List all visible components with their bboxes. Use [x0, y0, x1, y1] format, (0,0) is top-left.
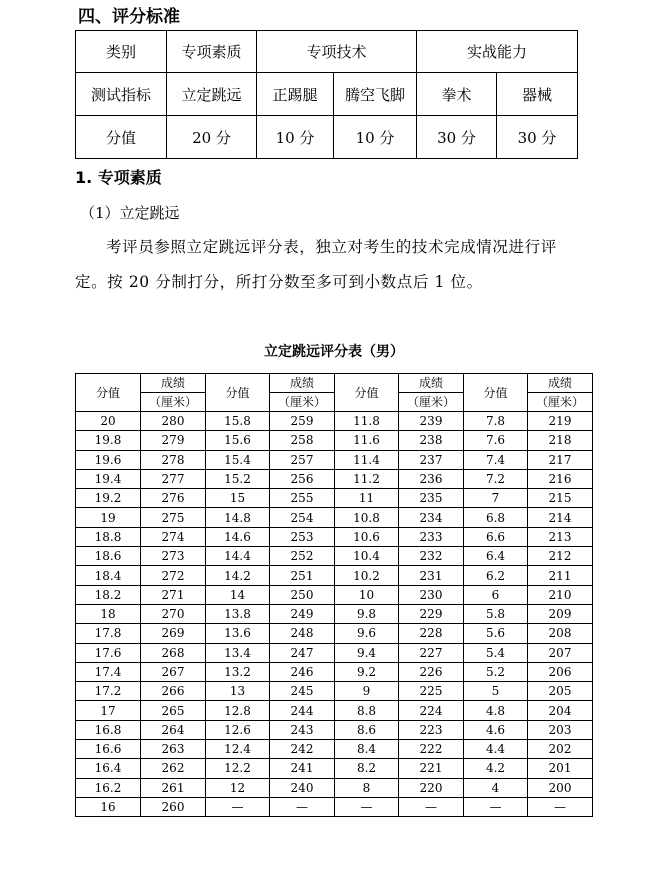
- score-cell: 20: [76, 412, 141, 431]
- result-cell: 254: [270, 508, 335, 527]
- result-cell: 223: [399, 720, 464, 739]
- score-cell: 10: [335, 585, 399, 604]
- result-cell: 225: [399, 682, 464, 701]
- score-cell: —: [206, 797, 270, 816]
- result-cell: 244: [270, 701, 335, 720]
- result-cell: 204: [528, 701, 593, 720]
- result-cell: 241: [270, 759, 335, 778]
- result-cell: 247: [270, 643, 335, 662]
- score-cell: 9.6: [335, 624, 399, 643]
- score-cell: 30 分: [497, 116, 578, 159]
- result-header: 成绩: [270, 374, 335, 393]
- score-cell: 7: [464, 489, 528, 508]
- result-header: 成绩: [141, 374, 206, 393]
- result-cell: 222: [399, 740, 464, 759]
- result-cell: 203: [528, 720, 593, 739]
- score-cell: 7.8: [464, 412, 528, 431]
- score-cell: 立定跳远: [167, 73, 257, 116]
- score-cell: 11.8: [335, 412, 399, 431]
- score-cell: 18.8: [76, 527, 141, 546]
- score-cell: 15.2: [206, 469, 270, 488]
- result-cell: 216: [528, 469, 593, 488]
- result-cell: 240: [270, 778, 335, 797]
- score-cell: 12: [206, 778, 270, 797]
- score-cell: 10.2: [335, 566, 399, 585]
- score-cell: 16.8: [76, 720, 141, 739]
- score-cell: 12.6: [206, 720, 270, 739]
- score-cell: 6.2: [464, 566, 528, 585]
- score-cell: 10 分: [334, 116, 417, 159]
- score-cell: 器械: [497, 73, 578, 116]
- table-row: [76, 720, 593, 739]
- result-cell: 250: [270, 585, 335, 604]
- table-row: [76, 740, 593, 759]
- result-cell: 256: [270, 469, 335, 488]
- score-cell: 10.8: [335, 508, 399, 527]
- result-cell: —: [399, 797, 464, 816]
- result-cell: 221: [399, 759, 464, 778]
- result-cell: 255: [270, 489, 335, 508]
- score-cell: 7.6: [464, 431, 528, 450]
- score-cell: 8.2: [335, 759, 399, 778]
- score-table-row-points: [76, 116, 578, 159]
- result-cell: 211: [528, 566, 593, 585]
- result-cell: 208: [528, 624, 593, 643]
- score-cell: 8.4: [335, 740, 399, 759]
- unit-header: （厘米）: [399, 393, 464, 412]
- score-cell: 11.2: [335, 469, 399, 488]
- result-cell: 236: [399, 469, 464, 488]
- score-cell: 13.4: [206, 643, 270, 662]
- result-header: 成绩: [399, 374, 464, 393]
- score-cell: 11: [335, 489, 399, 508]
- score-header: 分值: [76, 374, 141, 412]
- result-cell: 246: [270, 662, 335, 681]
- score-cell: 14.8: [206, 508, 270, 527]
- score-cell: 12.4: [206, 740, 270, 759]
- score-cell: 5.8: [464, 604, 528, 623]
- result-cell: 280: [141, 412, 206, 431]
- result-cell: 217: [528, 450, 593, 469]
- score-table-row-category: [76, 31, 578, 73]
- score-cell: 30 分: [417, 116, 497, 159]
- score-cell: 17.4: [76, 662, 141, 681]
- table-row: [76, 547, 593, 566]
- result-cell: 214: [528, 508, 593, 527]
- table-row: [76, 469, 593, 488]
- score-cell: 14.4: [206, 547, 270, 566]
- result-cell: 262: [141, 759, 206, 778]
- score-cell: 6.4: [464, 547, 528, 566]
- table-row: [76, 566, 593, 585]
- score-cell: 14.2: [206, 566, 270, 585]
- score-cell: 5.6: [464, 624, 528, 643]
- table-row: [76, 604, 593, 623]
- score-cell: 腾空飞脚: [334, 73, 417, 116]
- result-cell: 248: [270, 624, 335, 643]
- table-row: [76, 662, 593, 681]
- score-cell: 拳术: [417, 73, 497, 116]
- result-cell: 242: [270, 740, 335, 759]
- table-row: [76, 759, 593, 778]
- result-header: 成绩: [528, 374, 593, 393]
- score-cell: 15.6: [206, 431, 270, 450]
- standing-long-jump-table: [75, 373, 593, 817]
- score-cell: 11.6: [335, 431, 399, 450]
- score-cell: 5.4: [464, 643, 528, 662]
- score-cell: 6: [464, 585, 528, 604]
- result-cell: 200: [528, 778, 593, 797]
- table-row: [76, 489, 593, 508]
- result-cell: 266: [141, 682, 206, 701]
- score-cell: 13: [206, 682, 270, 701]
- score-header: 分值: [206, 374, 270, 412]
- table-row: [76, 508, 593, 527]
- result-cell: —: [270, 797, 335, 816]
- result-cell: 252: [270, 547, 335, 566]
- table-row: [76, 585, 593, 604]
- table-row: [76, 431, 593, 450]
- result-cell: 263: [141, 740, 206, 759]
- result-cell: 235: [399, 489, 464, 508]
- result-cell: —: [528, 797, 593, 816]
- table-row: [76, 778, 593, 797]
- item-label: （1）立定跳远: [80, 204, 180, 222]
- result-cell: 249: [270, 604, 335, 623]
- jump-table-title: 立定跳远评分表（男）: [264, 344, 404, 360]
- score-cell: 15: [206, 489, 270, 508]
- result-cell: 206: [528, 662, 593, 681]
- score-cell: 15.8: [206, 412, 270, 431]
- section-title: 四、评分标准: [78, 7, 180, 27]
- score-cell: 11.4: [335, 450, 399, 469]
- result-cell: 273: [141, 547, 206, 566]
- result-cell: 277: [141, 469, 206, 488]
- result-cell: 271: [141, 585, 206, 604]
- score-cell: 9.2: [335, 662, 399, 681]
- result-cell: 243: [270, 720, 335, 739]
- score-cell: 分值: [76, 116, 167, 159]
- score-cell: —: [464, 797, 528, 816]
- score-cell: 16.4: [76, 759, 141, 778]
- result-cell: 268: [141, 643, 206, 662]
- score-cell: 6.8: [464, 508, 528, 527]
- table-row: [76, 624, 593, 643]
- result-cell: 267: [141, 662, 206, 681]
- score-cell: 16: [76, 797, 141, 816]
- table-row: [76, 701, 593, 720]
- result-cell: 234: [399, 508, 464, 527]
- result-cell: 276: [141, 489, 206, 508]
- score-cell: 12.2: [206, 759, 270, 778]
- result-cell: 233: [399, 527, 464, 546]
- score-cell: 14.6: [206, 527, 270, 546]
- score-cell: 专项素质: [167, 31, 257, 73]
- table-row: [76, 527, 593, 546]
- table-row: [76, 797, 593, 816]
- score-table-row-indicator: [76, 73, 578, 116]
- score-cell: 5: [464, 682, 528, 701]
- result-cell: 253: [270, 527, 335, 546]
- score-cell: 17.2: [76, 682, 141, 701]
- result-cell: 215: [528, 489, 593, 508]
- score-cell: 19.8: [76, 431, 141, 450]
- result-cell: 251: [270, 566, 335, 585]
- score-cell: 5.2: [464, 662, 528, 681]
- score-cell: 6.6: [464, 527, 528, 546]
- score-cell: 13.2: [206, 662, 270, 681]
- score-cell: 15.4: [206, 450, 270, 469]
- score-cell: 18: [76, 604, 141, 623]
- result-cell: 224: [399, 701, 464, 720]
- jump-table-header-row: [76, 374, 593, 393]
- result-cell: 209: [528, 604, 593, 623]
- score-standard-table: [75, 30, 578, 159]
- unit-header: （厘米）: [141, 393, 206, 412]
- result-cell: 219: [528, 412, 593, 431]
- score-cell: 实战能力: [417, 31, 578, 73]
- result-cell: 227: [399, 643, 464, 662]
- score-cell: 18.6: [76, 547, 141, 566]
- score-cell: 16.2: [76, 778, 141, 797]
- result-cell: 261: [141, 778, 206, 797]
- subsection-title: 1. 专项素质: [75, 168, 162, 187]
- score-cell: 19.2: [76, 489, 141, 508]
- score-cell: 8.6: [335, 720, 399, 739]
- score-cell: 8.8: [335, 701, 399, 720]
- result-cell: 218: [528, 431, 593, 450]
- score-cell: 20 分: [167, 116, 257, 159]
- score-cell: 10.6: [335, 527, 399, 546]
- result-cell: 231: [399, 566, 464, 585]
- result-cell: 230: [399, 585, 464, 604]
- score-cell: 4.4: [464, 740, 528, 759]
- result-cell: 259: [270, 412, 335, 431]
- result-cell: 260: [141, 797, 206, 816]
- result-cell: 213: [528, 527, 593, 546]
- score-header: 分值: [335, 374, 399, 412]
- score-cell: 13.6: [206, 624, 270, 643]
- score-cell: 17.8: [76, 624, 141, 643]
- score-cell: 19.4: [76, 469, 141, 488]
- score-cell: 19.6: [76, 450, 141, 469]
- score-cell: 类别: [76, 31, 167, 73]
- table-row: [76, 412, 593, 431]
- score-cell: 7.4: [464, 450, 528, 469]
- result-cell: 205: [528, 682, 593, 701]
- result-cell: 226: [399, 662, 464, 681]
- score-cell: 14: [206, 585, 270, 604]
- result-cell: 207: [528, 643, 593, 662]
- score-cell: 16.6: [76, 740, 141, 759]
- body-paragraph: 考评员参照立定跳远评分表，独立对考生的技术完成情况进行评定。按 20 分制打分，所打分数至多可到小数点后 1 位。: [75, 238, 557, 291]
- score-cell: 10.4: [335, 547, 399, 566]
- result-cell: 220: [399, 778, 464, 797]
- score-cell: 10 分: [257, 116, 334, 159]
- result-cell: 238: [399, 431, 464, 450]
- score-cell: 7.2: [464, 469, 528, 488]
- result-cell: 228: [399, 624, 464, 643]
- score-cell: 9.4: [335, 643, 399, 662]
- result-cell: 229: [399, 604, 464, 623]
- score-cell: 9: [335, 682, 399, 701]
- score-cell: 4.6: [464, 720, 528, 739]
- score-cell: 12.8: [206, 701, 270, 720]
- result-cell: 257: [270, 450, 335, 469]
- table-row: [76, 643, 593, 662]
- result-cell: 264: [141, 720, 206, 739]
- score-cell: —: [335, 797, 399, 816]
- result-cell: 212: [528, 547, 593, 566]
- result-cell: 237: [399, 450, 464, 469]
- unit-header: （厘米）: [270, 393, 335, 412]
- score-cell: 4.2: [464, 759, 528, 778]
- result-cell: 245: [270, 682, 335, 701]
- result-cell: 239: [399, 412, 464, 431]
- score-cell: 测试指标: [76, 73, 167, 116]
- jump-table-body: [76, 412, 593, 817]
- score-cell: 19: [76, 508, 141, 527]
- score-header: 分值: [464, 374, 528, 412]
- result-cell: 275: [141, 508, 206, 527]
- result-cell: 201: [528, 759, 593, 778]
- score-cell: 8: [335, 778, 399, 797]
- score-cell: 4.8: [464, 701, 528, 720]
- score-cell: 正踢腿: [257, 73, 334, 116]
- score-cell: 9.8: [335, 604, 399, 623]
- result-cell: 272: [141, 566, 206, 585]
- result-cell: 210: [528, 585, 593, 604]
- score-cell: 4: [464, 778, 528, 797]
- result-cell: 202: [528, 740, 593, 759]
- result-cell: 270: [141, 604, 206, 623]
- score-cell: 18.2: [76, 585, 141, 604]
- score-cell: 17.6: [76, 643, 141, 662]
- result-cell: 278: [141, 450, 206, 469]
- score-cell: 专项技术: [257, 31, 417, 73]
- result-cell: 258: [270, 431, 335, 450]
- result-cell: 279: [141, 431, 206, 450]
- result-cell: 265: [141, 701, 206, 720]
- score-cell: 18.4: [76, 566, 141, 585]
- table-row: [76, 450, 593, 469]
- table-row: [76, 682, 593, 701]
- score-cell: 17: [76, 701, 141, 720]
- unit-header: （厘米）: [528, 393, 593, 412]
- result-cell: 269: [141, 624, 206, 643]
- result-cell: 232: [399, 547, 464, 566]
- result-cell: 274: [141, 527, 206, 546]
- score-cell: 13.8: [206, 604, 270, 623]
